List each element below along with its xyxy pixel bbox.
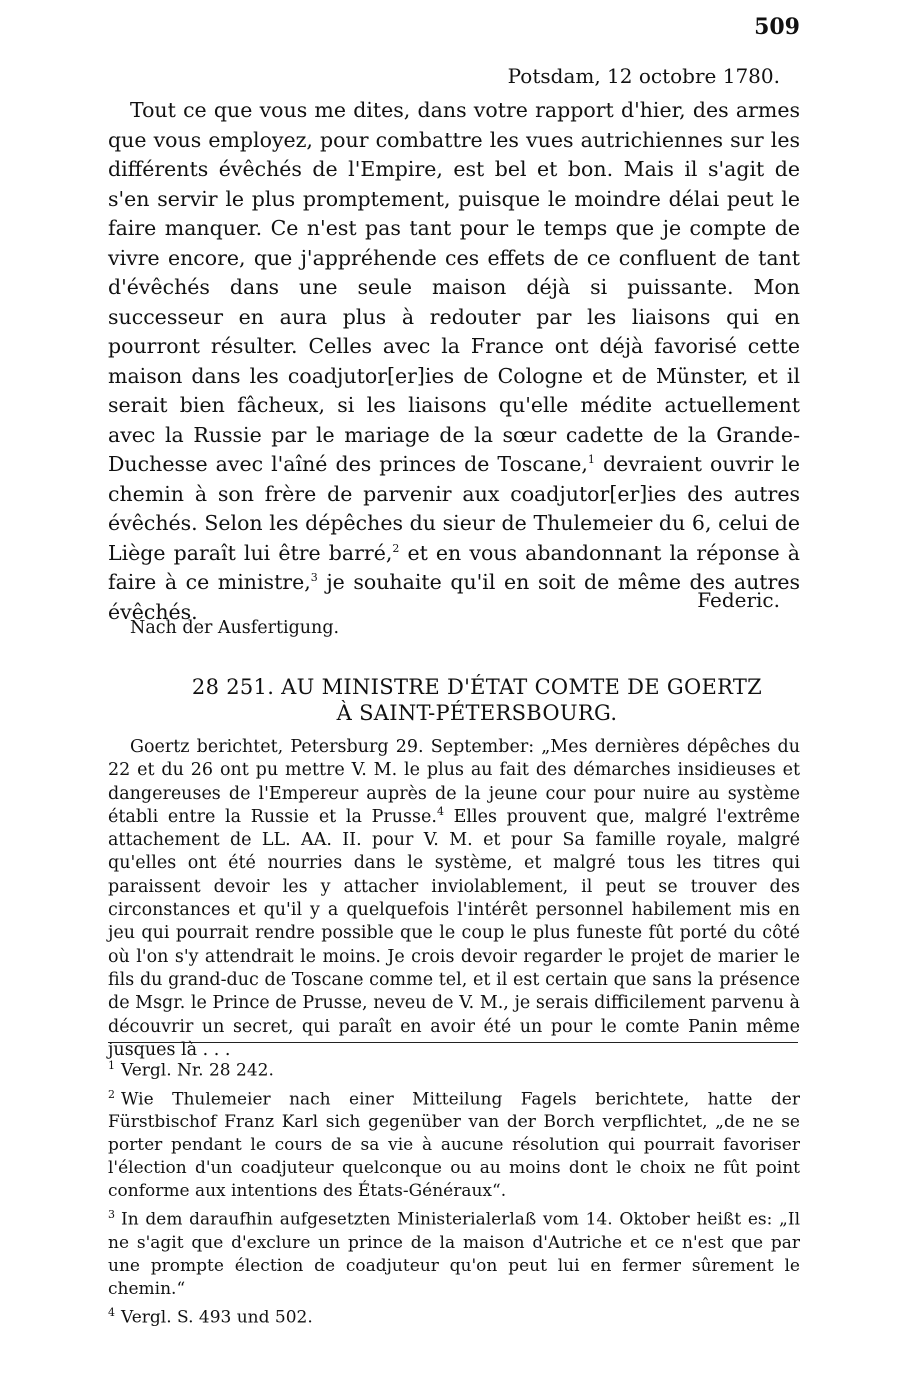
footnote-ref-1: 1 [587, 453, 595, 467]
footnote-text: Vergl. Nr. 28 242. [121, 1060, 274, 1081]
report-summary [108, 736, 800, 1062]
source-note: Nach der Ausfertigung. [130, 618, 340, 638]
section-heading [130, 674, 824, 726]
letter-text-1: Tout ce que vous me dites, dans votre rapport d'hier, des armes que vous employez, pour combattre les vues autrichiennes sur les différents évêchés de l'Empire, est bel et bon. Mais il s'agit de s'en servir le plus promptement, puisque le moindre délai peut le faire manquer. Ce n'est pas tant pour le temps que je compte de vivre encore, que j'appréhende ces effets de ce confluent de tant d'évêchés dans une seule maison déjà si puissante. Mon successeur en aura plus à redouter par les liaisons qui en pourront résulter. Celles avec la France ont déjà favorisé cette maison dans les coadjutor[er]ies de Cologne et de Münster, et il serait bien fâcheux, si les liaisons qu'elle médite actuellement avec la Russie par le mariage de la sœur cadette de la Grande-Duchesse avec l'aîné des princes de Toscane, [108, 98, 800, 476]
letter-body [108, 96, 800, 627]
heading-line-1: 28 251. AU MINISTRE D'ÉTAT COMTE DE GOERTZ [191, 675, 763, 699]
footnote-ref-3: 3 [310, 571, 318, 585]
letter-text-2: devraient ouvrir le chemin à son frère de parvenir aux coadjutor[er]ies des autres évêchés. Selon les dépêches du sieur de Thulemeier du 6, celui de Liège paraît lui être barré, [108, 452, 800, 565]
footnote-divider [108, 1042, 798, 1043]
footnote-number: 2 [108, 1087, 115, 1101]
footnote-text: In dem daraufhin aufgesetzten Ministerialerlaß vom 14. Oktober heißt es: „Il ne s'agit que d'exclure un prince de la maison d'Autriche et ce n'est que par une prompte élection de coadjuteur qu'on peut lui en fermer sûrement le chemin.“ [108, 1209, 800, 1299]
footnote-3 [108, 1203, 800, 1301]
page-number: 509 [754, 14, 800, 40]
dateline: Potsdam, 12 octobre 1780. [507, 64, 780, 88]
footnote-number: 4 [108, 1305, 115, 1319]
footnote-1 [108, 1054, 800, 1083]
report-text-2: Elles prouvent que, malgré l'extrême attachement de LL. AA. II. pour V. M. et pour Sa famille royale, malgré qu'elles ont été nourries dans le système, et malgré tous les titres qui paraissent devoir les y attacher inviolablement, il peut se trouver des circonstances et qu'il y a quelquefois l'intérêt personnel habilement mis en jeu qui pourrait rendre possible que le coup le plus funeste fût porté du côté où l'on s'y attendrait le moins. Je crois devoir regarder le projet de marier le fils du grand-duc de Toscane comme tel, et il est certain que sans la présence de Msgr. le Prince de Prusse, neveu de V. M., je serais difficilement parvenu à découvrir un secret, qui paraît en avoir été un pour le comte Panin même jusques là . . . [108, 806, 800, 1060]
footnotes [108, 1054, 800, 1330]
signature: Federic. [697, 588, 780, 612]
footnote-text: Wie Thulemeier nach einer Mitteilung Fagels berichtete, hatte der Fürstbischof Franz Karl sich gegenüber van der Borch verpflichtet, „de ne se porter pendant le cours de sa vie à aucune résolution qui pourrait favoriser l'élection d'un coadjuteur quelconque ou au moins dont le choix ne fût point conforme aux intentions des États-Généraux“. [108, 1089, 800, 1202]
footnote-4 [108, 1301, 800, 1330]
heading-line-2: À SAINT-PÉTERSBOURG. [336, 701, 618, 725]
footnote-ref-2: 2 [392, 541, 400, 555]
report-text-1: Goertz berichtet, Petersburg 29. September: „Mes dernières dépêches du 22 et du 26 ont pu mettre V. M. le plus au fait des démarches insidieuses et dangereuses de l'Empereur auprès de la jeune cour pour nuire au système établi entre la Russie et la Prusse. [108, 737, 800, 827]
footnote-number: 1 [108, 1059, 115, 1072]
letter-text-3: et en vous abandonnant la réponse à faire à ce ministre, [108, 540, 800, 594]
footnote-number: 3 [108, 1208, 115, 1222]
footnote-2 [108, 1083, 800, 1204]
footnote-ref-4: 4 [436, 805, 444, 819]
footnote-text: Vergl. S. 493 und 502. [121, 1307, 313, 1328]
letter-text-4: je souhaite qu'il en soit de même des autres évêchés. [108, 570, 800, 624]
